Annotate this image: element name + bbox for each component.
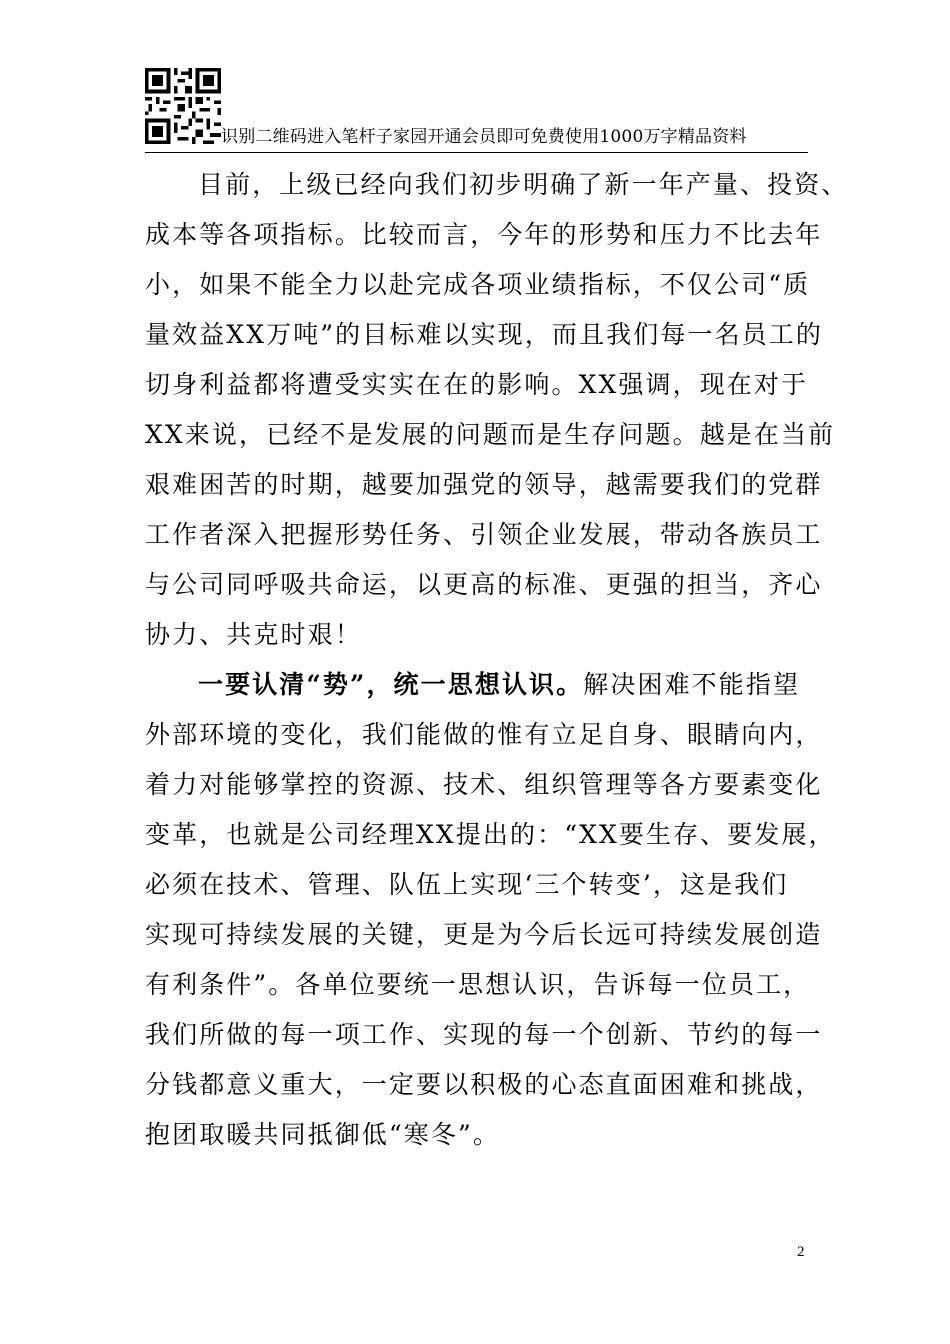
- text-run: 解决困难不能指望: [583, 670, 801, 699]
- text-line: 有利条件”。各单位要统一思想认识，告诉每一位员工，: [145, 970, 811, 999]
- text-line: 协力、共克时艰！: [145, 620, 362, 649]
- text-line: 切身利益都将遭受实实在在的影响。XX强调，现在对于: [145, 370, 809, 399]
- text-line: XX来说，已经不是发展的问题而是生存问题。越是在当前: [145, 420, 836, 449]
- paragraph: [145, 160, 849, 660]
- text-line: 分钱都意义重大，一定要以积极的心态直面困难和挑战，: [145, 1070, 823, 1099]
- text-line: 抱团取暖共同抵御低“寒冬”。: [145, 1120, 500, 1149]
- header-divider: [145, 152, 808, 153]
- text-line: 与公司同呼吸共命运，以更高的标准、更强的担当，齐心: [145, 570, 823, 599]
- section-lead: 一要认清“势”，统一思想认识。: [198, 670, 584, 699]
- text-line: 小，如果不能全力以赴完成各项业绩指标，不仅公司“质: [145, 270, 811, 299]
- promo-banner-text: 识别二维码进入笔杆子家园开通会员即可免费使用1000万字精品资料: [221, 127, 747, 147]
- text-line: 我们所做的每一项工作、实现的每一个创新、节约的每一: [145, 1020, 823, 1049]
- text-line: 必须在技术、管理、队伍上实现‘三个转变’，这是我们: [145, 870, 789, 899]
- text-line: 变革，也就是公司经理XX提出的：“XX要生存、要发展，: [145, 820, 836, 849]
- text-line: 量效益XX万吨”的目标难以实现，而且我们每一名员工的: [145, 320, 823, 349]
- page-number: 2: [797, 1244, 805, 1260]
- paragraph: [145, 660, 836, 1160]
- text-line: 着力对能够掌控的资源、技术、组织管理等各方要素变化: [145, 770, 823, 799]
- qr-code-icon: [145, 68, 221, 144]
- text-line: [145, 660, 815, 710]
- text-line: 外部环境的变化，我们能做的惟有立足自身、眼睛向内，: [145, 720, 823, 749]
- text-line: 目前，上级已经向我们初步明确了新一年产量、投资、: [198, 170, 849, 199]
- text-line: 成本等各项指标。比较而言，今年的形势和压力不比去年: [145, 220, 823, 249]
- text-line: 实现可持续发展的关键，更是为今后长远可持续发展创造: [145, 920, 823, 949]
- page-header: [145, 68, 808, 154]
- document-body: [145, 160, 849, 1160]
- text-line: 工作者深入把握形势任务、引领企业发展，带动各族员工: [145, 520, 823, 549]
- text-line: 艰难困苦的时期，越要加强党的领导，越需要我们的党群: [145, 470, 823, 499]
